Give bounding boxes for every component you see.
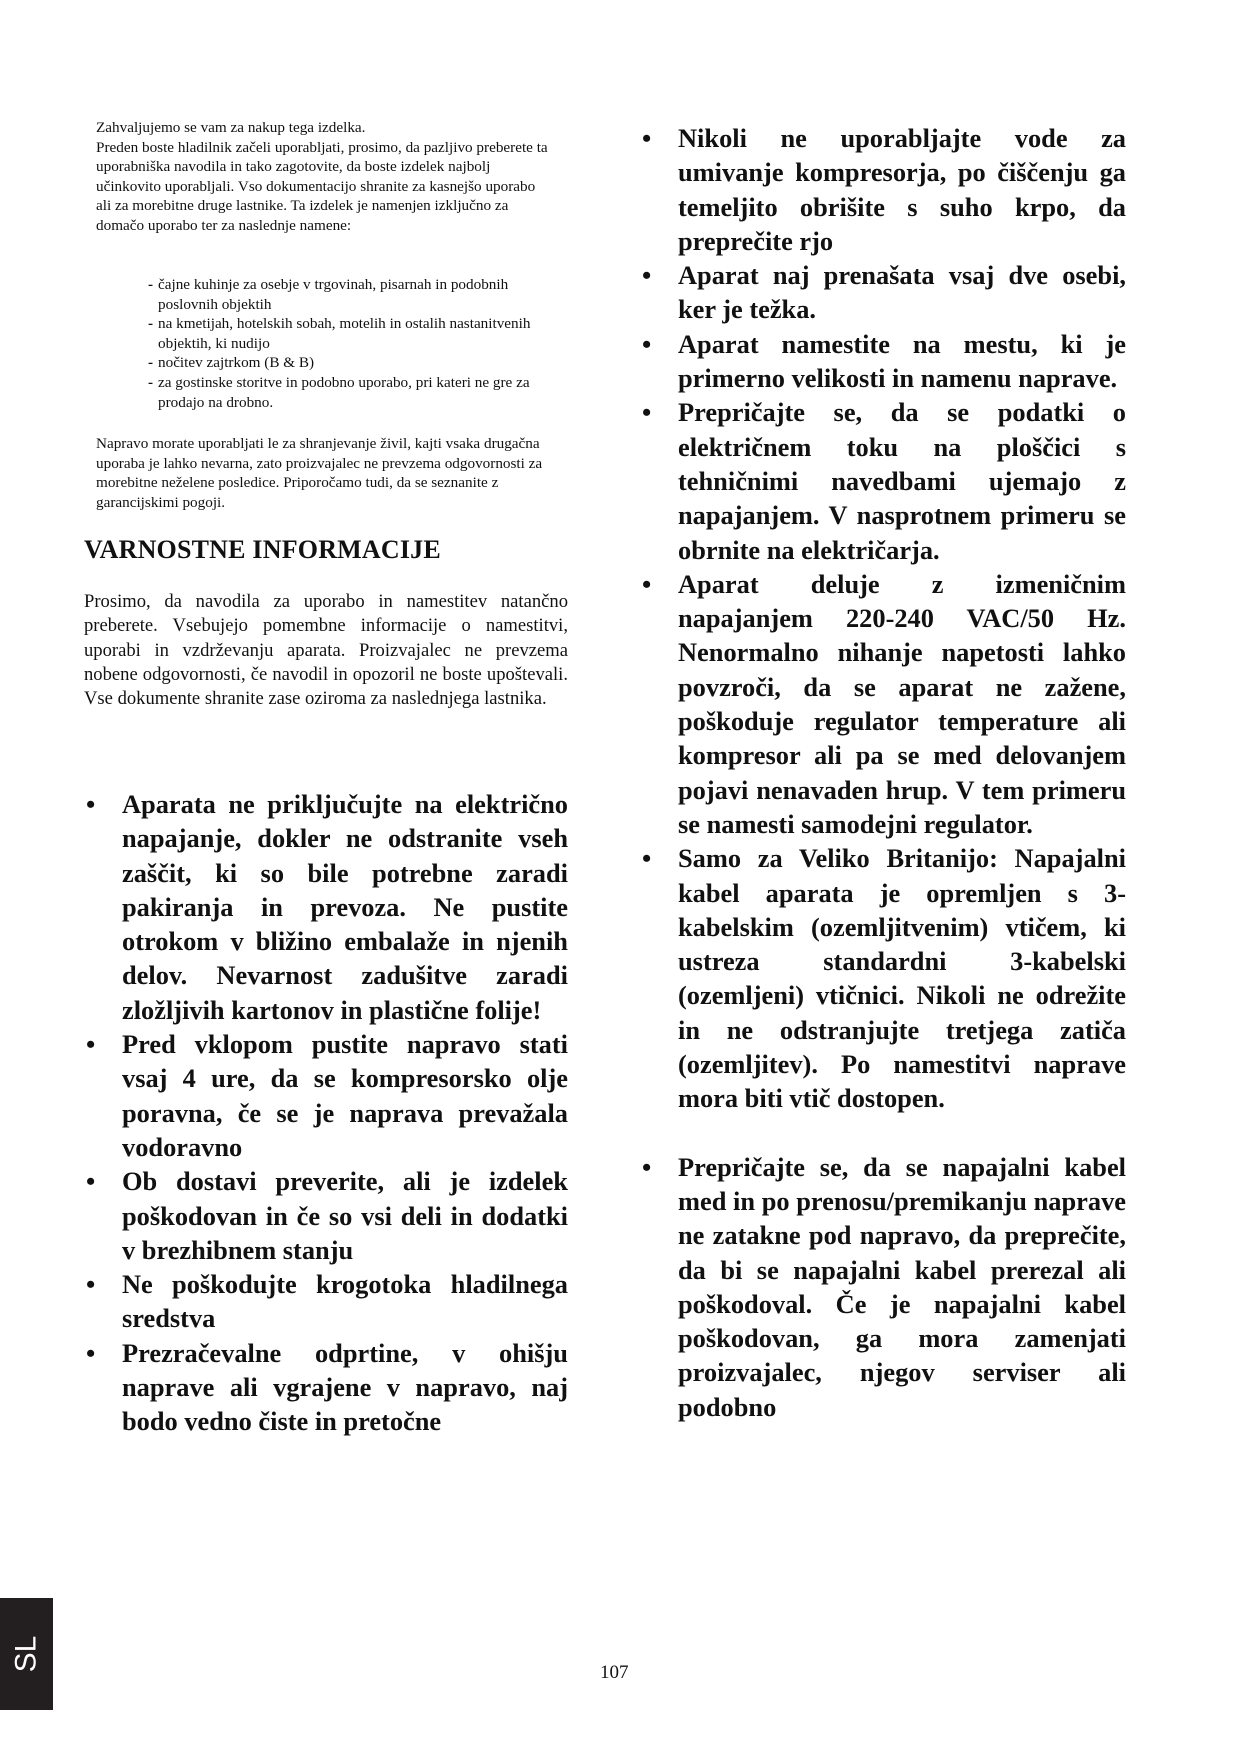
list-item: - na kmetijah, hotelskih sobah, motelih in ostalih nastanitvenih objektih, ki nudijo <box>148 315 531 352</box>
list-item: - čajne kuhinje za osebje v trgovinah, pisarnah in podobnih poslovnih objektih <box>148 276 509 313</box>
bullet-icon: • <box>642 123 652 153</box>
list-item: • Ne poškodujte krogotoka hladilnega sredstva <box>86 1269 568 1334</box>
dash-icon: - <box>148 354 154 372</box>
page-number: 107 <box>600 1662 629 1683</box>
dash-icon: - <box>148 315 154 333</box>
bullet-icon: • <box>642 568 652 599</box>
list-item: • Pred vklopom pustite napravo stati vsaj 4 ure, da se kompresorsko olje poravna, če se je naprava prevažala vodoravno <box>86 1029 568 1162</box>
list-item: • Aparat naj prenašata vsaj dve osebi, ker je težka. <box>642 260 1126 325</box>
list-item: • Aparata ne priključujte na električno napajanje, dokler ne odstranite vseh zaščit, ki so bile potrebne zaradi pakiranja in prevoza. Ne pustite otrokom v bližino embalaže in njenih delov. Nevarnost zadušitve zaradi zložljivih kartonov in plastične folije! <box>86 789 568 1025</box>
bullet-icon: • <box>86 1166 96 1197</box>
usage-disclaimer: Napravo morate uporabljati le za shranjevanje živil, kajti vsaka drugačna uporaba je lahko nevarna, zato proizvajalec ne prevzema odgovornosti za morebitne neželene posledice. Priporočamo tudi, da se seznanite z garancijskimi pogoji. <box>96 435 543 511</box>
bullet-icon: • <box>642 397 652 428</box>
list-item: • Samo za Veliko Britanijo: Napajalni kabel aparata je opremljen s 3-kabelskim (ozemljitvenim) vtičem, ki ustreza standardni 3-kabelski (ozemljeni) vtičnici. Nikoli ne odrežite in ne odstranjujte tretjega zatiča (ozemljitev). Po namestitvi naprave mora biti vtič dostopen. <box>642 843 1126 1114</box>
list-item: - za gostinske storitve in podobno uporabo, pri kateri ne gre za prodajo na drobno. <box>148 373 530 411</box>
list-item: • Nikoli ne uporabljajte vode za umivanje kompresorja, po čiščenju ga temeljito obrišite s suho krpo, da preprečite rjo <box>642 123 1126 256</box>
dash-icon: - <box>148 373 154 391</box>
bullet-icon: • <box>642 1151 652 1182</box>
list-item: • Prepričajte se, da se podatki o električnem toku na ploščici s tehničnimi navedbami ujemajo z napajanjem. V nasprotnem primeru se obrnite na električarja. <box>642 397 1126 565</box>
bullet-icon: • <box>642 328 652 359</box>
bullet-icon: • <box>86 1269 96 1300</box>
intro-text <box>96 118 548 236</box>
list-item: • Ob dostavi preverite, ali je izdelek poškodovan in če so vsi deli in dodatki v brezhibnem stanju <box>86 1166 568 1265</box>
dash-icon: - <box>148 276 154 293</box>
bullet-icon: • <box>642 260 652 291</box>
list-item: • Aparat namestite na mestu, ki je primerno velikosti in namenu naprave. <box>642 328 1126 394</box>
intended-uses-list <box>148 275 568 412</box>
bullet-icon: • <box>86 789 96 819</box>
bullet-icon: • <box>642 843 652 874</box>
list-item: • Prezračevalne odprtine, v ohišju naprave ali vgrajene v napravo, naj bodo vedno čiste in pretočne <box>86 1337 568 1437</box>
list-item: • Aparat deluje z izmeničnim napajanjem 220-240 VAC/50 Hz. Nenormalno nihanje napetosti lahko povzroči, da se aparat ne zažene, poškoduje regulator temperature ali kompresor ali pa se med delovanjem pojavi nenavaden hrup. V tem primeru se namesti samodejni regulator. <box>642 568 1126 839</box>
safety-list-right <box>642 121 1126 1424</box>
bullet-icon: • <box>86 1029 96 1060</box>
safety-intro-paragraph: Prosimo, da navodila za uporabo in namestitev natančno preberete. Vsebujejo pomembne informacije o namestitvi, uporabi in vzdrževanju aparata. Proizvajalec ne prevzema nobene odgovornosti, če navodil in opozoril ne boste upoštevali. Vse dokumente shranite zase oziroma za naslednjega lastnika. <box>84 591 568 710</box>
bullet-icon: • <box>86 1337 96 1368</box>
thanks-line: Zahvaljujemo se vam za nakup tega izdelka. <box>96 119 366 136</box>
section-heading: VARNOSTNE INFORMACIJE <box>84 535 441 564</box>
list-item: • Prepričajte se, da se napajalni kabel med in po prenosu/premikanju naprave ne zatakne pod napravo, da preprečite, da bi se napajalni kabel prerezal ali poškodoval. Če je napajalni kabel poškodovan, ga mora zamenjati proizvajalec, njegov serviser ali podobno <box>642 1151 1126 1422</box>
safety-list-left <box>86 787 568 1439</box>
language-tab <box>0 1598 53 1710</box>
language-code: SL <box>9 1635 43 1673</box>
intro-body: Preden boste hladilnik začeli uporabljati, prosimo, da pazljivo preberete ta uporabniška navodila in tako zagotovite, da boste izdelek najbolj učinkovito uporabljali. Vso dokumentacijo shranite za kasnejšo uporabo ali za morebitne druge lastnike. Ta izdelek je namenjen izključno za domačo uporabo ter za naslednje namene: <box>96 138 548 234</box>
list-item: - nočitev zajtrkom (B & B) <box>148 354 315 372</box>
